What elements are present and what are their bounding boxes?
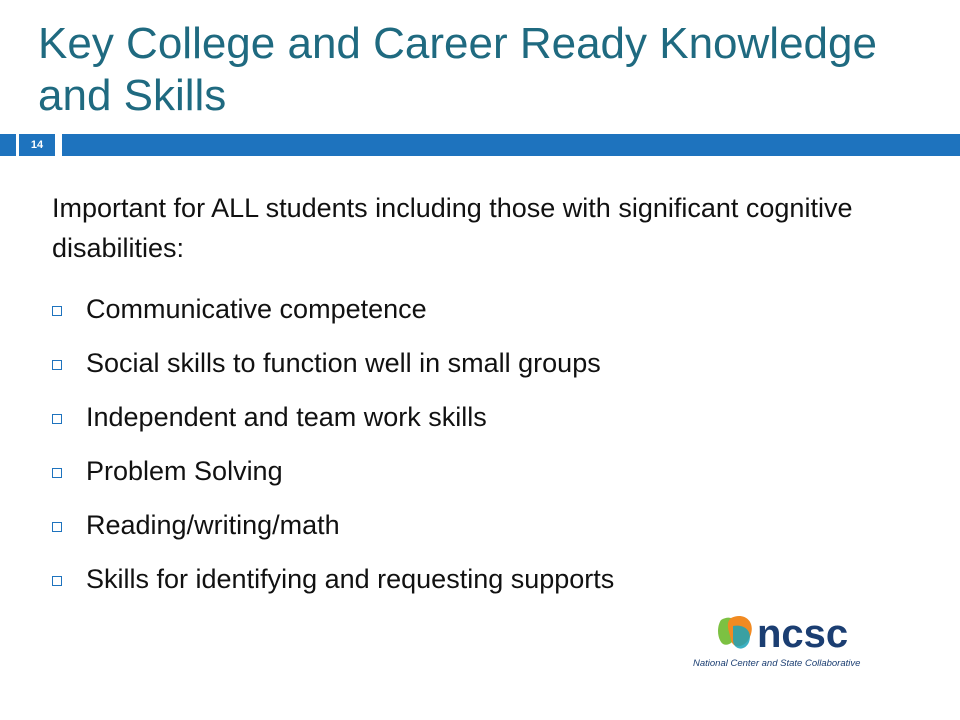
list-item <box>52 498 912 552</box>
list-item-text: Independent and team work skills <box>86 401 487 432</box>
logo-tagline: National Center and State Collaborative <box>693 658 861 669</box>
leaf-logo-icon <box>717 612 757 652</box>
square-bullet-icon <box>52 360 62 370</box>
square-bullet-icon <box>52 414 62 424</box>
list-item <box>52 390 912 444</box>
square-bullet-icon <box>52 306 62 316</box>
list-item <box>52 552 912 606</box>
square-bullet-icon <box>52 468 62 478</box>
bullet-list <box>52 282 912 606</box>
slide-title: Key College and Career Ready Knowledge and Skills <box>38 19 877 120</box>
list-item <box>52 444 912 498</box>
list-item-text: Skills for identifying and requesting supports <box>86 563 615 594</box>
slide-number: 14 <box>19 134 55 156</box>
list-item <box>52 336 912 390</box>
square-bullet-icon <box>52 576 62 586</box>
list-item <box>52 282 912 336</box>
list-item-text: Reading/writing/math <box>86 509 340 540</box>
list-item-text: Social skills to function well in small groups <box>86 347 601 378</box>
header-rule-right <box>62 134 960 156</box>
square-bullet-icon <box>52 522 62 532</box>
logo-wordmark: ncsc <box>757 612 849 656</box>
list-item-text: Communicative competence <box>86 293 427 324</box>
header-rule-left <box>0 134 16 156</box>
intro-text: Important for ALL students including those with significant cognitive disabilities: <box>52 193 853 263</box>
ncsc-logo <box>693 612 883 672</box>
list-item-text: Problem Solving <box>86 455 283 486</box>
